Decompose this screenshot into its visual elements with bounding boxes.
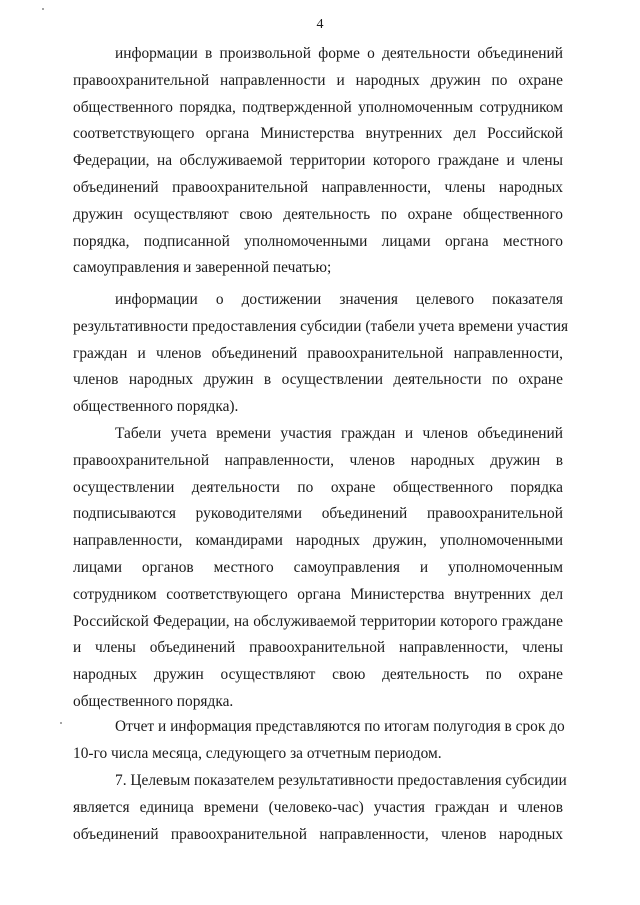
text-line: Табели учета времени участия граждан и членов объединений bbox=[115, 425, 563, 442]
text-line: и члены объединений правоохранительной направленности, члены bbox=[73, 639, 563, 657]
text-line: общественного порядка. bbox=[73, 692, 234, 710]
text-line: результативности предоставления субсидии (табели учета времени участия bbox=[73, 317, 569, 335]
text-line: Российской Федерации, на обслуживаемой территории которого граждане bbox=[73, 612, 563, 630]
text-line: 7. Целевым показателем результативности предоставления субсидии bbox=[115, 772, 567, 789]
text-line: Отчет и информация представляются по итогам полугодия в срок до bbox=[115, 718, 565, 735]
text-line: граждан и членов объединений правоохранительной направленности, bbox=[73, 344, 563, 362]
text-line: общественного порядка, подтвержденной уполномоченным сотрудником bbox=[73, 98, 563, 116]
paragraph-5 bbox=[73, 768, 567, 848]
text-line: 10-го числа месяца, следующего за отчетным периодом. bbox=[73, 744, 442, 762]
text-line: лицами органов местного самоуправления и уполномоченным bbox=[73, 558, 563, 576]
text-line: информации о достижении значения целевого показателя bbox=[115, 291, 563, 308]
text-line: дружин осуществляют свою деятельность по охране общественного bbox=[73, 205, 563, 223]
text-line: Федерации, на обслуживаемой территории которого граждане и члены bbox=[73, 152, 563, 170]
text-line: общественного порядка). bbox=[73, 398, 239, 416]
text-line: правоохранительной направленности, членов народных дружин в bbox=[73, 451, 563, 469]
text-line: является единица времени (человеко-час) участия граждан и членов bbox=[73, 798, 563, 816]
text-line: объединений правоохранительной направленности, членов народных bbox=[73, 825, 563, 843]
paragraph-4 bbox=[73, 714, 563, 768]
scan-artifact bbox=[42, 8, 44, 10]
text-line: соответствующего органа Министерства внутренних дел Российской bbox=[73, 125, 563, 143]
text-line: осуществлении деятельности по охране общественного порядка bbox=[73, 478, 563, 496]
scan-artifact bbox=[60, 722, 62, 724]
text-line: правоохранительной направленности и народных дружин по охране bbox=[73, 71, 563, 89]
page-number: 4 bbox=[316, 17, 324, 32]
text-line: членов народных дружин в осуществлении деятельности по охране bbox=[73, 371, 563, 389]
text-line: порядка, подписанной уполномоченными лицами органа местного bbox=[73, 232, 563, 250]
text-line: народных дружин осуществляют свою деятельность по охране bbox=[73, 666, 563, 684]
paragraph-2 bbox=[73, 287, 569, 421]
text-line: самоуправления и заверенной печатью; bbox=[73, 259, 332, 277]
paragraph-1 bbox=[73, 41, 563, 282]
text-line: направленности, командирами народных дружин, уполномоченными bbox=[73, 532, 563, 550]
text-line: информации в произвольной форме о деятельности объединений bbox=[115, 45, 563, 62]
paragraph-3 bbox=[73, 421, 563, 716]
text-line: подписываются руководителями объединений правоохранительной bbox=[73, 505, 563, 523]
text-line: объединений правоохранительной направленности, члены народных bbox=[73, 178, 563, 196]
text-line: сотрудником соответствующего органа Министерства внутренних дел bbox=[73, 585, 563, 603]
